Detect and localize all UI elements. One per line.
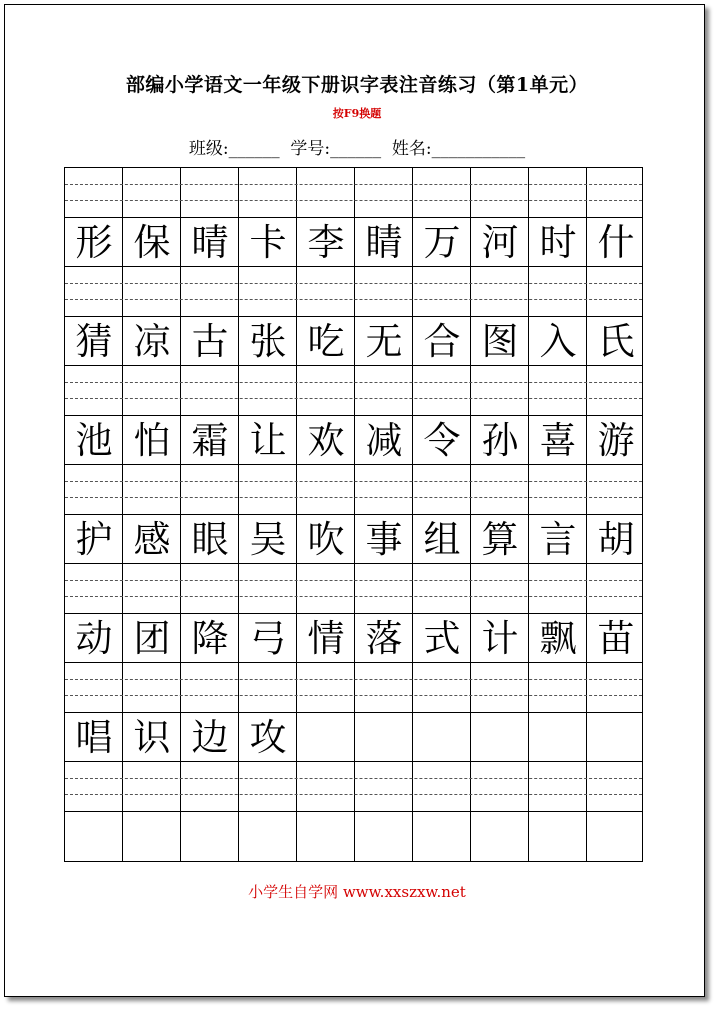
hanzi-char: 什 <box>597 221 635 264</box>
hanzi-char: 识 <box>133 716 171 759</box>
hanzi-char: 苗 <box>597 617 635 660</box>
hanzi-char: 合 <box>423 320 461 363</box>
pinyin-guide-line <box>65 200 642 201</box>
hanzi-char: 眼 <box>191 518 229 561</box>
hanzi-char: 游 <box>597 419 635 462</box>
hanzi-char: 睛 <box>365 221 403 264</box>
hanzi-char: 组 <box>423 518 461 561</box>
hanzi-char: 喜 <box>539 419 577 462</box>
hanzi-char: 令 <box>423 419 461 462</box>
hanzi-char: 式 <box>423 617 461 660</box>
hanzi-char: 形 <box>75 221 113 264</box>
hanzi-char: 张 <box>249 320 287 363</box>
hanzi-char: 算 <box>481 518 519 561</box>
hanzi-char: 欢 <box>307 419 345 462</box>
hanzi-char: 孙 <box>481 419 519 462</box>
hanzi-char: 唱 <box>75 716 113 759</box>
hanzi-char: 吹 <box>307 518 345 561</box>
pinyin-guide-line <box>65 382 642 383</box>
hanzi-char: 万 <box>423 221 461 264</box>
hanzi-char: 氏 <box>597 320 635 363</box>
pinyin-row-divider <box>65 811 642 812</box>
hanzi-char: 胡 <box>597 518 635 561</box>
hanzi-char: 感 <box>133 518 171 561</box>
hanzi-char: 飘 <box>539 617 577 660</box>
hanzi-char: 入 <box>539 320 577 363</box>
pinyin-guide-line <box>65 398 642 399</box>
pinyin-guide-line <box>65 283 642 284</box>
hanzi-char: 落 <box>365 617 403 660</box>
pinyin-guide-line <box>65 580 642 581</box>
hanzi-char: 时 <box>539 221 577 264</box>
pinyin-guide-line <box>65 778 642 779</box>
pinyin-guide-line <box>65 481 642 482</box>
pinyin-guide-line <box>65 299 642 300</box>
hanzi-char: 动 <box>75 617 113 660</box>
hanzi-char: 河 <box>481 221 519 264</box>
hanzi-char: 猜 <box>75 320 113 363</box>
student-info-fields: 班级:______ 学号:______ 姓名:___________ <box>188 139 526 159</box>
hanzi-char: 事 <box>365 518 403 561</box>
pinyin-guide-line <box>65 497 642 498</box>
regenerate-hint: 按F9换题 <box>332 107 382 120</box>
pinyin-guide-line <box>65 679 642 680</box>
hanzi-char: 边 <box>191 716 229 759</box>
hanzi-char: 霜 <box>191 419 229 462</box>
hanzi-char: 无 <box>365 320 403 363</box>
hanzi-char: 情 <box>307 617 345 660</box>
hanzi-char: 降 <box>191 617 229 660</box>
hanzi-char: 弓 <box>249 617 287 660</box>
hanzi-char: 凉 <box>133 320 171 363</box>
hanzi-char: 减 <box>365 419 403 462</box>
hanzi-char: 怕 <box>133 419 171 462</box>
hanzi-char: 护 <box>75 518 113 561</box>
hanzi-char: 团 <box>133 617 171 660</box>
pinyin-guide-line <box>65 184 642 185</box>
pinyin-guide-line <box>65 794 642 795</box>
hanzi-char: 攻 <box>249 716 287 759</box>
hanzi-char: 吴 <box>249 518 287 561</box>
hanzi-char: 言 <box>539 518 577 561</box>
hanzi-char: 让 <box>249 419 287 462</box>
hanzi-char: 池 <box>75 419 113 462</box>
hanzi-char: 吃 <box>307 320 345 363</box>
hanzi-char: 晴 <box>191 221 229 264</box>
pinyin-guide-line <box>65 596 642 597</box>
hanzi-char: 图 <box>481 320 519 363</box>
worksheet-title: 部编小学语文一年级下册识字表注音练习（第1单元） <box>125 74 589 96</box>
hanzi-char: 李 <box>307 221 345 264</box>
pinyin-guide-line <box>65 695 642 696</box>
character-grid <box>64 167 643 862</box>
hanzi-char: 保 <box>133 221 171 264</box>
site-footer: 小学生自学网 www.xxszxw.net <box>248 883 466 901</box>
hanzi-char: 计 <box>481 617 519 660</box>
hanzi-char: 卡 <box>249 221 287 264</box>
hanzi-char: 古 <box>191 320 229 363</box>
